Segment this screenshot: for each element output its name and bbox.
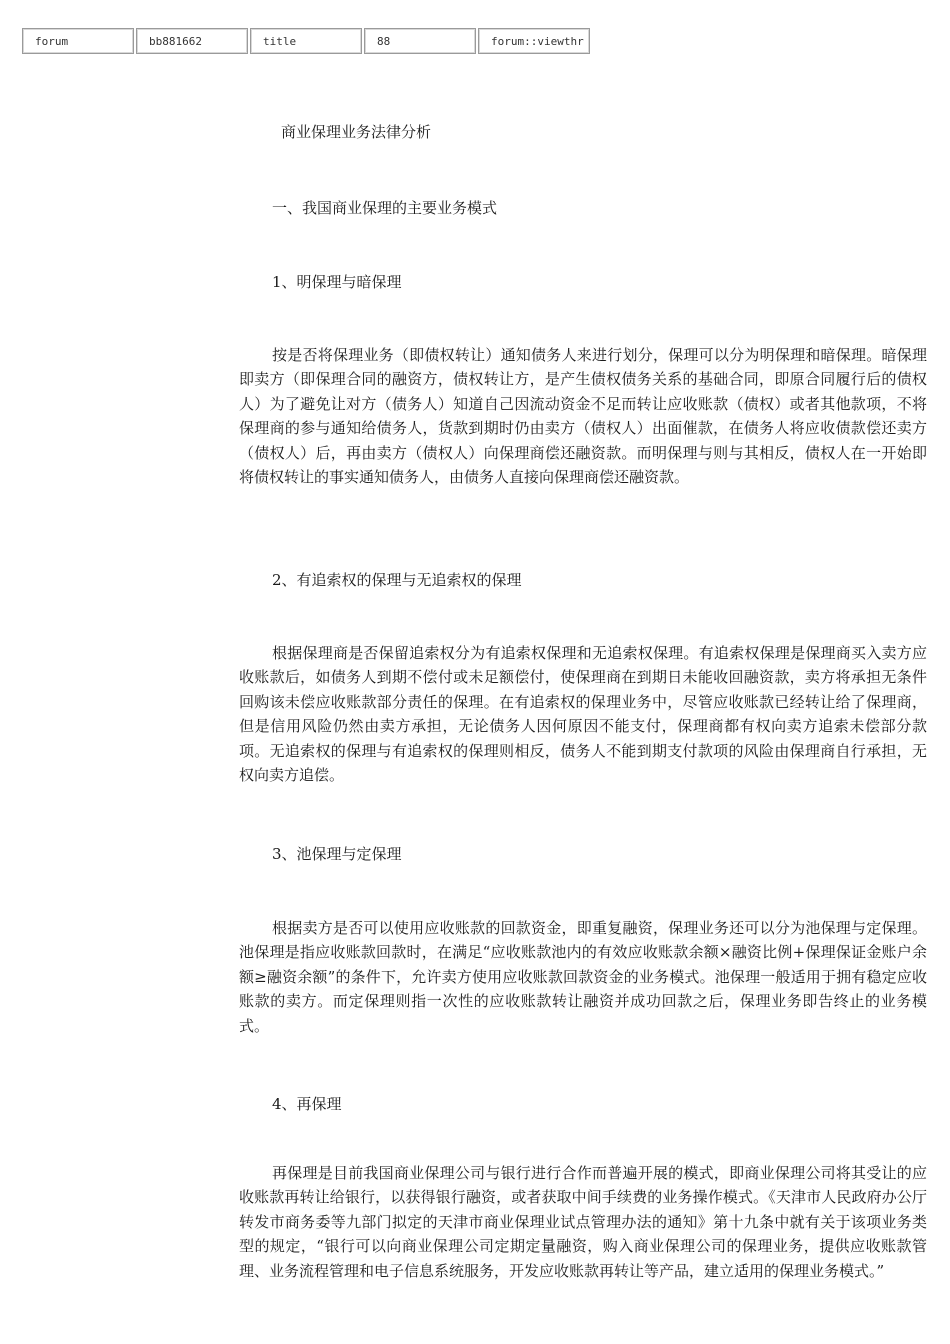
subsection-heading-4: 4、再保理 (272, 1095, 342, 1113)
subsection-heading-1: 1、明保理与暗保理 (272, 273, 402, 291)
metadata-field-id: bb881662 (136, 28, 248, 54)
metadata-field-row (22, 28, 590, 54)
paragraph-2: 根据保理商是否保留追索权分为有追索权保理和无追索权保理。有追索权保理是保理商买入卖方应收账款后，如债务人到期不偿付或未足额偿付，使保理商在到期日未能收回融资款，卖方将承担无条件回购该未偿应收账款部分责任的保理。在有追索权的保理业务中，尽管应收账款已经转让给了保理商，但是信用风险仍然由卖方承担，无论债务人因何原因不能支付，保理商都有权向卖方追索未偿部分款项。无追索权的保理与有追索权的保理则相反，债务人不能到期支付款项的风险由保理商自行承担，无权向卖方追偿。 (239, 644, 927, 785)
metadata-field-view: forum::viewthr (478, 28, 590, 54)
paragraph-4: 再保理是目前我国商业保理公司与银行进行合作而普遍开展的模式，即商业保理公司将其受让的应收账款再转让给银行，以获得银行融资，或者获取中间手续费的业务操作模式。《天津市人民政府办公厅转发市商务委等九部门拟定的天津市商业保理业试点管理办法的通知》第十九条中就有关于该项业务类型的规定，“银行可以向商业保理公司定期定量融资，购入商业保理公司的保理业务，提供应收账款管理、业务流程管理和电子信息系统服务，开发应收账款再转让等产品，建立适用的保理业务模式。” (239, 1164, 927, 1280)
metadata-field-number: 88 (364, 28, 476, 54)
subsection-heading-2: 2、有追索权的保理与无追索权的保理 (272, 571, 522, 589)
document-title: 商业保理业务法律分析 (281, 123, 432, 141)
section-heading-1: 一、我国商业保理的主要业务模式 (272, 199, 498, 217)
paragraph-1: 按是否将保理业务（即债权转让）通知债务人来进行划分，保理可以分为明保理和暗保理。暗保理即卖方（即保理合同的融资方，债权转让方，是产生债权债务关系的基础合同，即原合同履行后的债权人）为了避免让对方（债务人）知道自己因流动资金不足而转让应收账款（债权）或者其他款项，不将保理商的参与通知给债务人，货款到期时仍由卖方（债权人）出面催款，在债务人将应收债款偿还卖方（债权人）后，再由卖方（债权人）向保理商偿还融资款。而明保理与则与其相反，债权人在一开始即将债权转让的事实通知债务人，由债务人直接向保理商偿还融资款。 (239, 346, 927, 487)
metadata-field-forum: forum (22, 28, 134, 54)
paragraph-3: 根据卖方是否可以使用应收账款的回款资金，即重复融资，保理业务还可以分为池保理与定保理。池保理是指应收账款回款时，在满足“应收账款池内的有效应收账款余额×融资比例+保理保证金账户余额≥融资余额”的条件下，允许卖方使用应收账款回款资金的业务模式。池保理一般适用于拥有稳定应收账款的卖方。而定保理则指一次性的应收账款转让融资并成功回款之后，保理业务即告终止的业务模式。 (239, 919, 927, 1035)
metadata-field-title: title (250, 28, 362, 54)
subsection-heading-3: 3、池保理与定保理 (272, 845, 402, 863)
